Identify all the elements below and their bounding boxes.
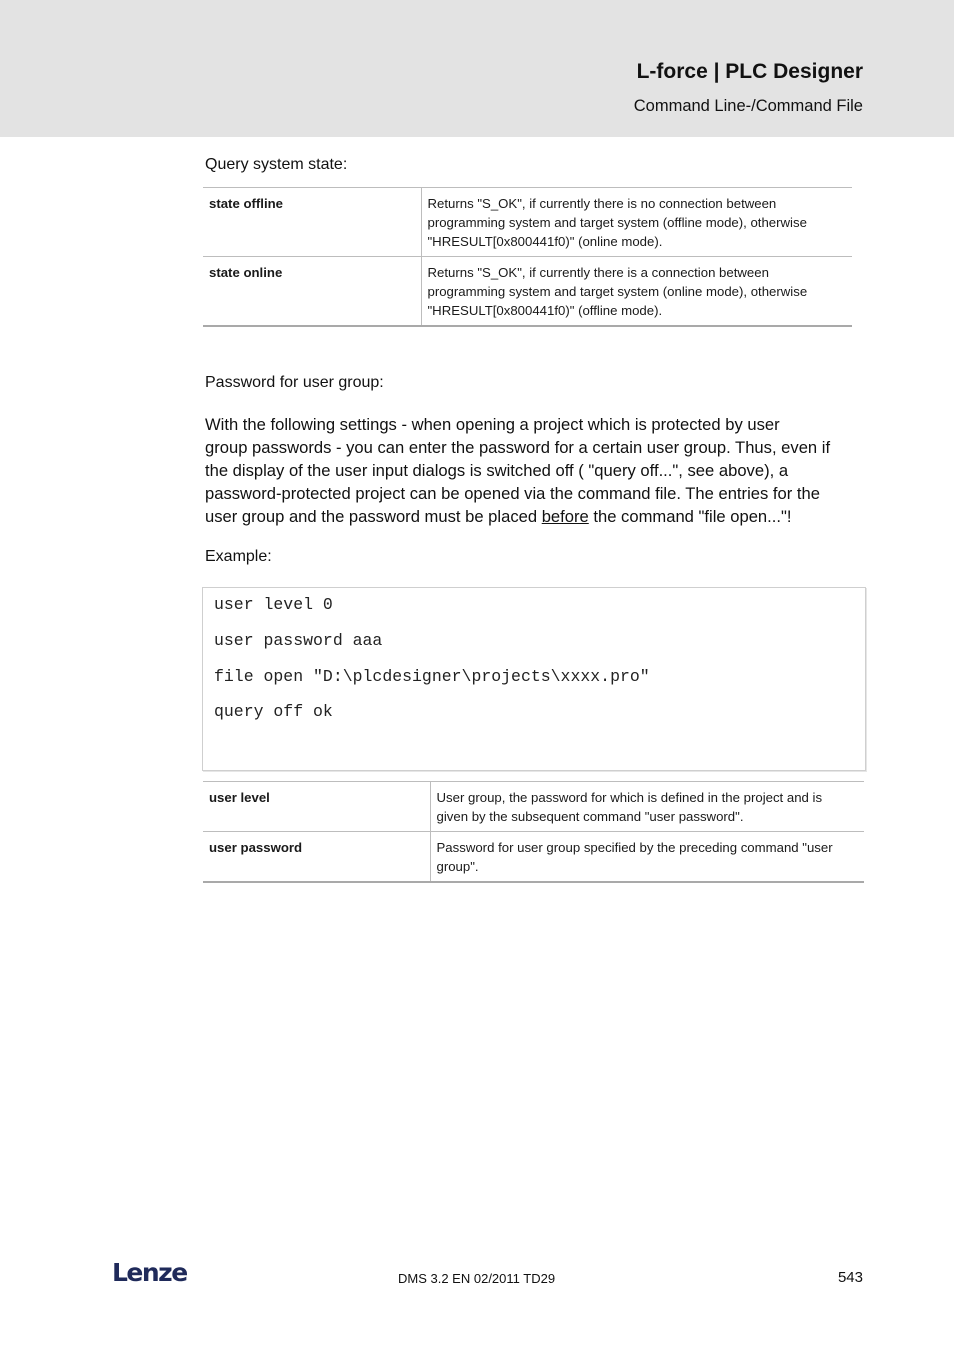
document-id: DMS 3.2 EN 02/2011 TD29 [398, 1271, 556, 1286]
table-row [203, 257, 852, 327]
password-section-label: Password for user group: [205, 374, 384, 391]
paragraph-line: password-protected project can be opened via the command file. The entries for the [205, 484, 820, 503]
query-state-label: Query system state: [205, 156, 348, 173]
description-line: given by the subsequent command "user password". [436, 809, 744, 824]
term-cell: state offline [203, 188, 421, 257]
password-paragraph [205, 413, 855, 528]
table-row [203, 188, 852, 257]
paragraph-line: group passwords - you can enter the password for a certain user group. Thus, even if [205, 438, 831, 457]
code-line: file open "D:\plcdesigner\projects\xxxx.pro" [214, 667, 650, 686]
term-cell: user level [203, 782, 430, 832]
user-command-table [203, 781, 864, 883]
term-cell: user password [203, 832, 430, 883]
header-band [0, 0, 954, 137]
code-line: user password aaa [214, 631, 383, 650]
description-line: Password for user group specified by the preceding command "user [436, 840, 833, 855]
description-cell [430, 832, 864, 883]
description-cell [430, 782, 864, 832]
product-title: L-force | PLC Designer [636, 60, 863, 83]
code-line: user level 0 [214, 595, 333, 614]
description-cell [421, 188, 852, 257]
code-example-box [202, 587, 866, 771]
description-line: "HRESULT[0x800441f0)" (online mode). [427, 234, 663, 249]
page-number: 543 [837, 1269, 863, 1286]
description-cell [421, 257, 852, 327]
code-line: query off ok [214, 702, 333, 721]
description-line: group". [436, 859, 479, 874]
description-line: User group, the password for which is defined in the project and is [436, 790, 823, 805]
paragraph-text: user group and the password must be placed [205, 507, 542, 526]
term-cell: state online [203, 257, 421, 327]
example-label: Example: [205, 548, 272, 565]
description-line: programming system and target system (online mode), otherwise [427, 284, 808, 299]
description-line: programming system and target system (offline mode), otherwise [427, 215, 807, 230]
description-line: "HRESULT[0x800441f0)" (offline mode). [427, 303, 663, 318]
section-subtitle: Command Line-/Command File [633, 97, 863, 115]
paragraph-line [205, 505, 855, 528]
paragraph-line: With the following settings - when opening a project which is protected by user [205, 415, 780, 434]
lenze-logo: Lenze [112, 1258, 187, 1287]
table-row [203, 782, 864, 832]
query-state-table [203, 187, 852, 327]
underlined-before: before [541, 507, 589, 526]
paragraph-line: the display of the user input dialogs is switched off ( "query off...", see above), a [205, 461, 789, 480]
description-line: Returns "S_OK", if currently there is a connection between [427, 265, 769, 280]
table-row [203, 832, 864, 883]
paragraph-text: the command "file open..."! [588, 507, 792, 526]
description-line: Returns "S_OK", if currently there is no connection between [427, 196, 777, 211]
